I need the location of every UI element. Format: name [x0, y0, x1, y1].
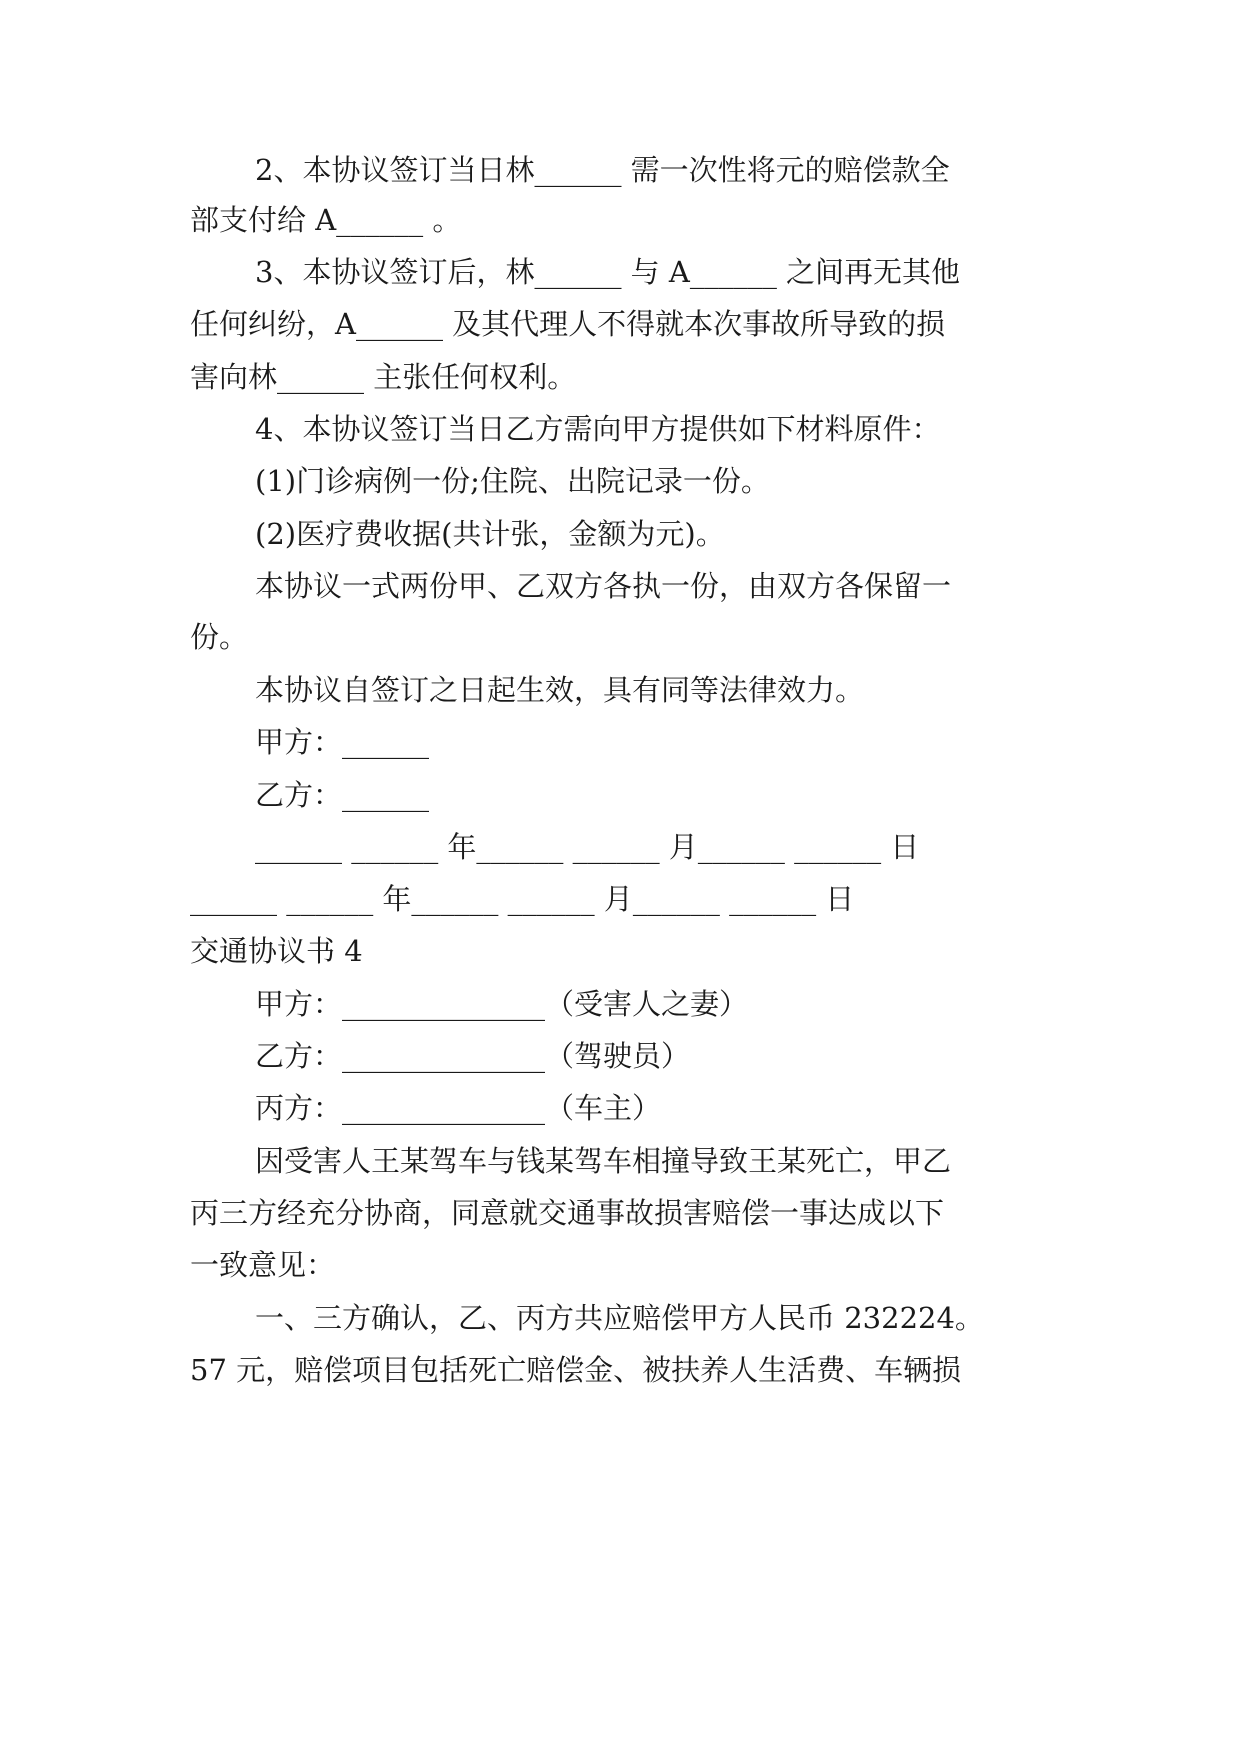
paragraph-line: 因受害人王某驾车与钱某驾车相撞导致王某死亡，甲乙: [255, 1144, 952, 1178]
party-c-line: 丙方：______________（车主）: [255, 1091, 662, 1125]
paragraph-line: 害向林______ 主张任何权利。: [190, 360, 577, 394]
list-item: (2)医疗费收据(共计张，金额为元)。: [255, 517, 725, 551]
signature-party-a: 甲方：______: [255, 725, 430, 759]
list-item: (1)门诊病例一份;住院、出院记录一份。: [255, 464, 770, 498]
party-b-line: 乙方：______________（驾驶员）: [255, 1039, 691, 1073]
paragraph-line: 57 元，赔偿项目包括死亡赔偿金、被扶养人生活费、车辆损: [190, 1353, 962, 1387]
paragraph-line: 3、本协议签订后，林______ 与 A______ 之间再无其他: [255, 255, 961, 289]
paragraph-line: 本协议自签订之日起生效，具有同等法律效力。: [255, 673, 865, 707]
paragraph-line: 任何纠纷，A______ 及其代理人不得就本次事故所导致的损: [190, 307, 946, 341]
paragraph-line: 2、本协议签订当日林______ 需一次性将元的赔偿款全: [255, 153, 950, 187]
date-line: ______ ______ 年______ ______ 月______ ______ 日: [255, 830, 920, 864]
paragraph-line: 本协议一式两份甲、乙双方各执一份，由双方各保留一: [255, 569, 952, 603]
date-line: ______ ______ 年______ ______ 月______ ______ 日: [190, 882, 855, 916]
paragraph-line: 一、三方确认，乙、丙方共应赔偿甲方人民币 232224。: [255, 1301, 984, 1335]
signature-party-b: 乙方：______: [255, 778, 430, 812]
paragraph-line: 一致意见：: [190, 1248, 336, 1282]
paragraph-line: 部支付给 A______ 。: [190, 203, 462, 237]
section-title: 交通协议书 4: [190, 934, 363, 968]
paragraph-line: 丙三方经充分协商，同意就交通事故损害赔偿一事达成以下: [190, 1196, 945, 1230]
party-a-line: 甲方：______________（受害人之妻）: [255, 987, 749, 1021]
paragraph-line: 4、本协议签订当日乙方需向甲方提供如下材料原件：: [255, 412, 941, 446]
paragraph-line: 份。: [190, 620, 249, 654]
